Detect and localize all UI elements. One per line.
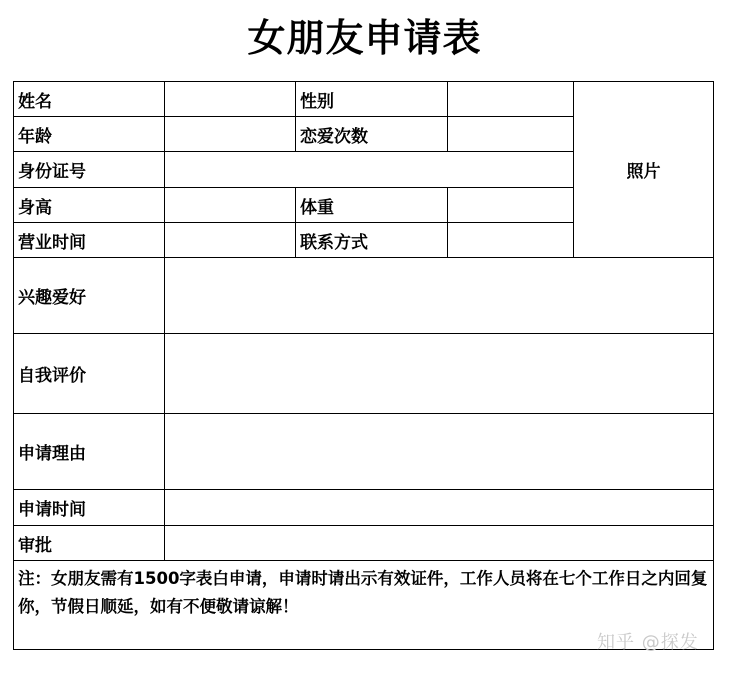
approval-field[interactable] bbox=[165, 526, 714, 561]
watermark: 知乎 @探发 bbox=[597, 632, 699, 653]
age-label: 年龄 bbox=[14, 117, 165, 152]
form-title: 女朋友申请表 bbox=[247, 16, 482, 60]
business-hours-label: 营业时间 bbox=[14, 223, 165, 258]
reason-label: 申请理由 bbox=[14, 414, 165, 490]
self-evaluation-label: 自我评价 bbox=[14, 334, 165, 414]
photo-box[interactable] bbox=[574, 82, 714, 258]
age-field[interactable] bbox=[165, 117, 296, 152]
gender-field[interactable] bbox=[448, 82, 574, 117]
id-number-label: 身份证号 bbox=[14, 152, 165, 188]
contact-field[interactable] bbox=[448, 223, 574, 258]
id-number-field[interactable] bbox=[165, 152, 574, 188]
apply-time-label: 申请时间 bbox=[14, 490, 165, 526]
height-field[interactable] bbox=[165, 188, 296, 223]
reason-field[interactable] bbox=[165, 414, 714, 490]
apply-time-field[interactable] bbox=[165, 490, 714, 526]
relationship-count-field[interactable] bbox=[448, 117, 574, 152]
photo-label: 照片 bbox=[626, 162, 661, 182]
weight-field[interactable] bbox=[448, 188, 574, 223]
relationship-count-label: 恋爱次数 bbox=[296, 117, 448, 152]
weight-label: 体重 bbox=[296, 188, 448, 223]
contact-label: 联系方式 bbox=[296, 223, 448, 258]
approval-label: 审批 bbox=[14, 526, 165, 561]
height-label: 身高 bbox=[14, 188, 165, 223]
gender-label: 性别 bbox=[296, 82, 448, 117]
note-text: 注：女朋友需有1500字表白申请，申请时请出示有效证件，工作人员将在七个工作日之内回复你，节假日顺延，如有不便敬请谅解！ bbox=[14, 561, 714, 650]
name-field[interactable] bbox=[165, 82, 296, 117]
business-hours-field[interactable] bbox=[165, 223, 296, 258]
hobbies-label: 兴趣爱好 bbox=[14, 258, 165, 334]
hobbies-field[interactable] bbox=[165, 258, 714, 334]
name-label: 姓名 bbox=[14, 82, 165, 117]
self-evaluation-field[interactable] bbox=[165, 334, 714, 414]
application-form bbox=[13, 81, 714, 650]
